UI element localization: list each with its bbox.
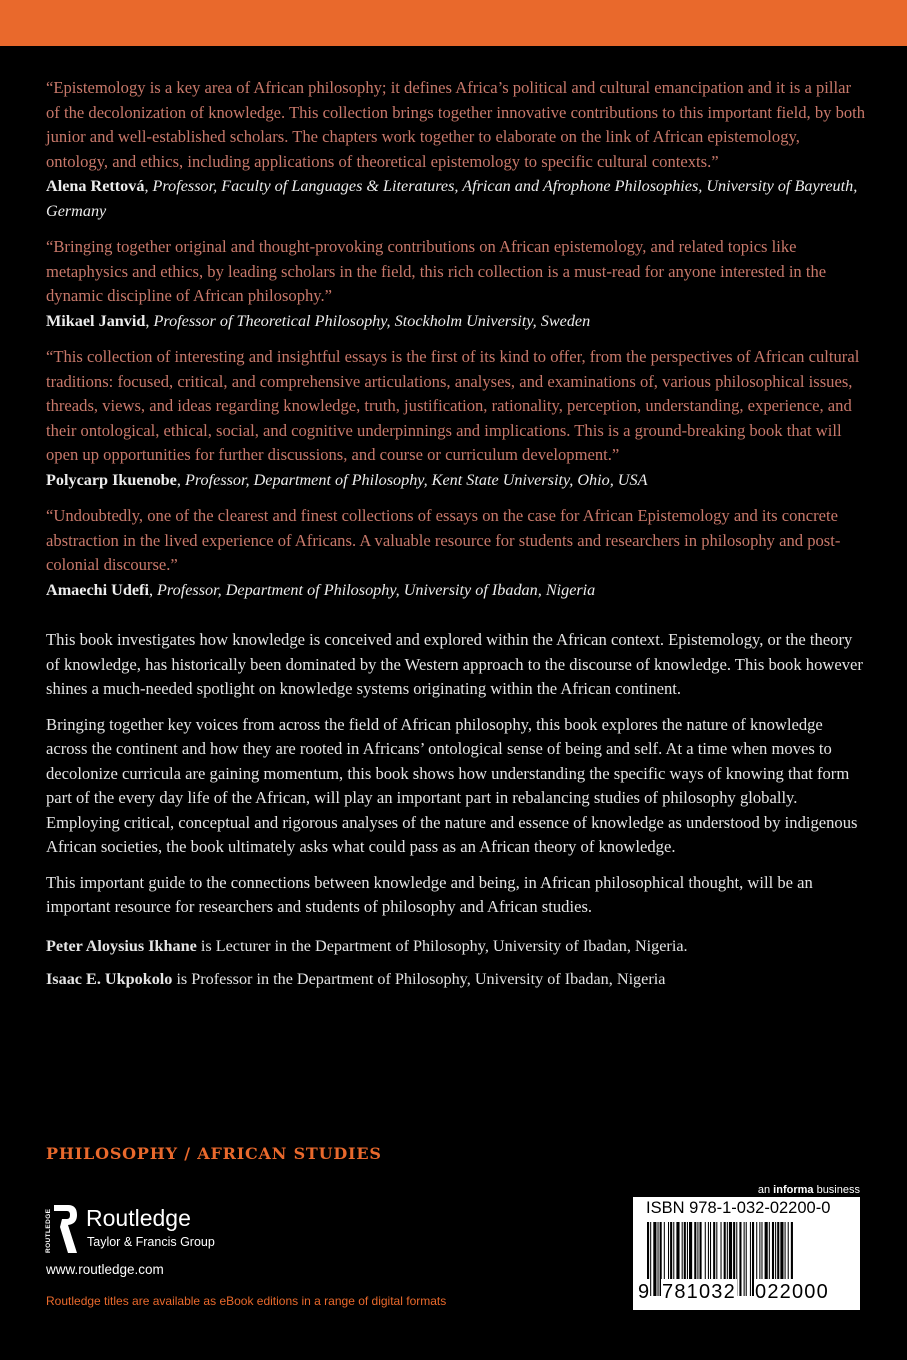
endorser-title: Professor, Department of Philosophy, Kent State University, Ohio, USA [184,470,648,489]
endorsement-1 [46,76,866,223]
top-orange-band [0,0,907,46]
description-paragraph: This important guide to the connections between knowledge and being, in African philosophical thought, will be an important resource for researchers and students of philosophy and African studies. [46,872,813,916]
isbn-barcode [633,1197,860,1310]
editor-bio-text: is Lecturer in the Department of Philosophy, University of Ibadan, Nigeria. [196,936,688,955]
back-cover-text [46,76,866,1001]
endorser-title: Professor, Faculty of Languages & Literatures, African and Afrophone Philosophies, University of Bayreuth, Germany [46,177,858,220]
description-paragraph: This book investigates how knowledge is conceived and explored within the African context. Epistemology, or the theory of knowledge, has historically been dominated by the Western approach to the discourse of knowledge. This book however shines a much-needed spotlight on knowledge systems originating within the African continent. [46,630,863,698]
barcode-digits [634,1279,861,1305]
logo-vertical-text: ROUTLEDGE [45,1208,52,1253]
ebook-note: Routledge titles are available as eBook editions in a range of digital formats [46,1294,447,1308]
endorser-title: Professor of Theoretical Philosophy, Stockholm University, Sweden [153,311,591,330]
editor-bio-text: is Professor in the Department of Philosophy, University of Ibadan, Nigeria [172,970,666,988]
endorser-name: Mikael Janvid [46,311,146,330]
endorser-name: Amaechi Udefi [46,580,149,599]
endorsement-attribution: Polycarp Ikuenobe, Professor, Department of Philosophy, Kent State University, Ohio, USA [46,470,648,489]
endorser-title: Professor, Department of Philosophy, University of Ibadan, Nigeria [157,580,596,599]
endorsement-quote: “Bringing together original and thought-provoking contributions on African epistemology, and related topics like metaphysics and ethics, by leading scholars in the field, this rich collection is a must-read for anyone interested in the dynamic discipline of African philosophy.” [46,237,827,305]
endorser-name: Alena Rettová [46,177,145,195]
endorsement-quote: “Epistemology is a key area of African philosophy; it defines Africa’s political and cultural emancipation and it is a pillar of the decolonization of knowledge. This collection brings together innovative contributions to this important field, by both junior and well-established scholars. The chapters work together to elaborate on the link of African epistemology, ontology, and ethics, including applications of theoretical epistemology to specific cultural contexts.” [46,78,866,171]
description-paragraph: Bringing together key voices from across the field of African philosophy, this book explores the nature of knowledge across the continent and how they are rooted in Africans’ ontological sense of being and self. At a time when moves to decolonize curricula are gaining momentum, this book shows how understanding the specific ways of knowing that form part of the every day life of the African, will play an important part in rebalancing studies of philosophy globally. Employing critical, conceptual and rigorous analyses of the nature and essence of knowledge as understood by indigenous African societies, the book ultimately asks what could pass as an African theory of knowledge. [46,714,858,856]
publisher-website: www.routledge.com [46,1262,164,1277]
routledge-logo-icon [44,1203,78,1255]
publisher-group: Taylor & Francis Group [87,1235,215,1249]
barcode-digit-group: 022000 [755,1281,829,1303]
endorsement-2 [46,235,866,333]
editor-name: Peter Aloysius Ikhane [46,936,197,955]
editor-bio [46,934,866,959]
isbn-label: ISBN 978-1-032-02200-0 [646,1199,831,1217]
endorsement-attribution: Mikael Janvid, Professor of Theoretical Philosophy, Stockholm University, Sweden [46,311,591,330]
subject-category: PHILOSOPHY / AFRICAN STUDIES [46,1144,382,1163]
editor-name: Isaac E. Ukpokolo [46,970,173,988]
endorsement-quote: “This collection of interesting and insightful essays is the first of its kind to offer, from the perspectives of African cultural traditions: focused, critical, and comprehensive articulations, analyses, and examinations of, various philosophical issues, threads, views, and ideas regarding knowledge, truth, justification, rationality, perception, understanding, experience, and their ontological, ethical, social, and cognitive underpinnings and implications. This is a ground-breaking book that will open up opportunities for further discussions, and course or curriculum development.” [46,347,860,464]
endorsement-attribution: Alena Rettová, Professor, Faculty of Languages & Literatures, African and Afrophone Philosophies, University of Bayreuth, Germany [46,177,858,220]
endorser-name: Polycarp Ikuenobe [46,470,177,489]
endorsement-quote: “Undoubtedly, one of the clearest and finest collections of essays on the case for African Epistemology and its concrete abstraction in the lived experience of Africans. A valuable resource for students and researchers in philosophy and post-colonial discourse.” [46,506,841,574]
endorsement-4 [46,504,866,602]
informa-business-label: an informa business [757,1184,860,1196]
editor-bio [46,967,866,992]
barcode-digit-group: 781032 [662,1281,736,1303]
endorsement-attribution: Amaechi Udefi, Professor, Department of Philosophy, University of Ibadan, Nigeria [46,580,596,599]
endorsement-3 [46,345,866,492]
barcode-digit-first: 9 [638,1281,650,1303]
publisher-name: Routledge [86,1205,191,1231]
